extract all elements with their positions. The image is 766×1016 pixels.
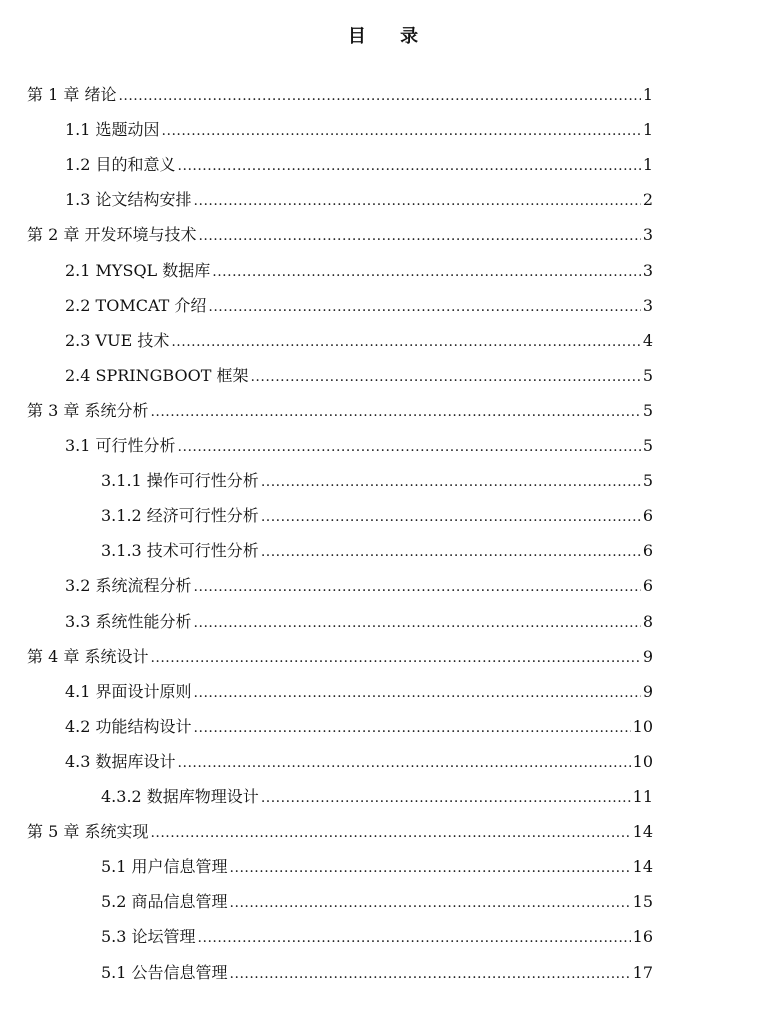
toc-entry-label: 2.3 VUE 技术 (65, 331, 170, 350)
toc-page-number: 5 (642, 471, 653, 490)
toc-entry-label: 5.1 用户信息管理 (101, 857, 228, 876)
toc-entry-label: 3.1.3 技术可行性分析 (101, 541, 259, 560)
toc-entry-label: 4.3.2 数据库物理设计 (101, 787, 259, 806)
toc-page-number: 8 (642, 612, 653, 631)
toc-entry-label: 4.3 数据库设计 (65, 752, 176, 771)
toc-page-number: 6 (642, 506, 653, 525)
toc-page-number: 3 (642, 225, 653, 244)
toc-dot-leader (118, 84, 640, 108)
toc-page-number: 3 (642, 261, 653, 280)
toc-page-number: 10 (632, 717, 653, 736)
toc-entry-label: 1.1 选题动因 (65, 120, 160, 139)
toc-dot-leader (194, 575, 641, 599)
toc-entry-label: 第 2 章 开发环境与技术 (27, 225, 197, 244)
toc-dot-leader (178, 154, 641, 178)
toc-entry[interactable] (65, 153, 653, 177)
toc-dot-leader (261, 505, 641, 529)
toc-page-number: 9 (642, 647, 653, 666)
toc-page-number: 9 (642, 682, 653, 701)
toc-entry[interactable] (65, 715, 653, 739)
toc-entry-label: 1.2 目的和意义 (65, 155, 176, 174)
toc-page-number: 16 (632, 927, 653, 946)
toc-entry-label: 5.3 论坛管理 (101, 927, 196, 946)
toc-page-number: 4 (642, 331, 653, 350)
toc-heading: 目 录 (347, 26, 433, 47)
toc-dot-leader (194, 611, 641, 635)
toc-dot-leader (150, 821, 630, 845)
toc-dot-leader (261, 470, 641, 494)
toc-dot-leader (212, 260, 641, 284)
toc-dot-leader (230, 962, 631, 986)
toc-page-number: 10 (632, 752, 653, 771)
toc-page-number: 1 (642, 85, 653, 104)
toc-dot-leader (178, 435, 641, 459)
toc-entry[interactable] (65, 680, 653, 704)
toc-entry-label: 3.1.1 操作可行性分析 (101, 471, 259, 490)
toc-dot-leader (194, 189, 641, 213)
toc-entry-label: 1.3 论文结构安排 (65, 190, 192, 209)
toc-entry-label: 3.1.2 经济可行性分析 (101, 506, 259, 525)
toc-entry[interactable] (27, 83, 653, 107)
toc-page-number: 6 (642, 576, 653, 595)
toc-entry-label: 第 3 章 系统分析 (27, 401, 149, 420)
toc-page-number: 11 (632, 787, 653, 806)
toc-dot-leader (198, 926, 631, 950)
toc-entry[interactable] (65, 574, 653, 598)
toc-page-number: 15 (632, 892, 653, 911)
toc-entry-label: 5.2 商品信息管理 (101, 892, 228, 911)
toc-entry[interactable] (101, 785, 653, 809)
toc-dot-leader (208, 295, 640, 319)
toc-entry-label: 2.1 MYSQL 数据库 (65, 261, 211, 280)
toc-entry[interactable] (101, 504, 653, 528)
toc-entry-label: 第 5 章 系统实现 (27, 822, 149, 841)
toc-entry[interactable] (65, 434, 653, 458)
toc-page-number: 5 (642, 401, 653, 420)
toc-entry[interactable] (27, 399, 653, 423)
toc-page-number: 1 (642, 155, 653, 174)
toc-page-number: 2 (642, 190, 653, 209)
toc-page-number: 17 (632, 963, 653, 982)
toc-entry[interactable] (101, 890, 653, 914)
toc-entry-label: 第 1 章 绪论 (27, 85, 117, 104)
toc-entry[interactable] (27, 645, 653, 669)
toc-entry[interactable] (101, 539, 653, 563)
toc-entry[interactable] (101, 855, 653, 879)
toc-dot-leader (194, 681, 641, 705)
toc-dot-leader (150, 400, 640, 424)
toc-dot-leader (194, 716, 631, 740)
toc-entry[interactable] (65, 750, 653, 774)
toc-entry[interactable] (65, 259, 653, 283)
toc-dot-leader (230, 856, 631, 880)
toc-page-number: 14 (632, 857, 653, 876)
toc-dot-leader (162, 119, 641, 143)
toc-dot-leader (150, 646, 640, 670)
toc-entry[interactable] (101, 961, 653, 985)
toc-entry-label: 3.3 系统性能分析 (65, 612, 192, 631)
toc-entry-label: 2.2 TOMCAT 介绍 (65, 296, 207, 315)
toc-page-number: 3 (642, 296, 653, 315)
toc-entry-label: 4.1 界面设计原则 (65, 682, 192, 701)
toc-dot-leader (261, 540, 641, 564)
toc-entry[interactable] (101, 469, 653, 493)
toc-page-number: 1 (642, 120, 653, 139)
toc-entry[interactable] (65, 329, 653, 353)
toc-entry[interactable] (65, 118, 653, 142)
toc-entry-label: 4.2 功能结构设计 (65, 717, 192, 736)
toc-entry-label: 3.2 系统流程分析 (65, 576, 192, 595)
toc-page-number: 5 (642, 436, 653, 455)
toc-entry[interactable] (101, 925, 653, 949)
toc-entry-label: 2.4 SPRINGBOOT 框架 (65, 366, 249, 385)
toc-dot-leader (171, 330, 640, 354)
toc-entry[interactable] (65, 294, 653, 318)
toc-entry[interactable] (65, 364, 653, 388)
toc-entry[interactable] (27, 223, 653, 247)
toc-dot-leader (198, 224, 640, 248)
toc-entry[interactable] (27, 820, 653, 844)
toc-entry-label: 3.1 可行性分析 (65, 436, 176, 455)
toc-page-number: 5 (642, 366, 653, 385)
toc-entry-label: 第 4 章 系统设计 (27, 647, 149, 666)
toc-page-number: 6 (642, 541, 653, 560)
toc-page-number: 14 (632, 822, 653, 841)
toc-dot-leader (250, 365, 640, 389)
toc-entry-label: 5.1 公告信息管理 (101, 963, 228, 982)
toc-dot-leader (261, 786, 631, 810)
toc-entry[interactable] (65, 188, 653, 212)
toc-entry[interactable] (65, 610, 653, 634)
toc-dot-leader (230, 891, 631, 915)
toc-dot-leader (178, 751, 631, 775)
